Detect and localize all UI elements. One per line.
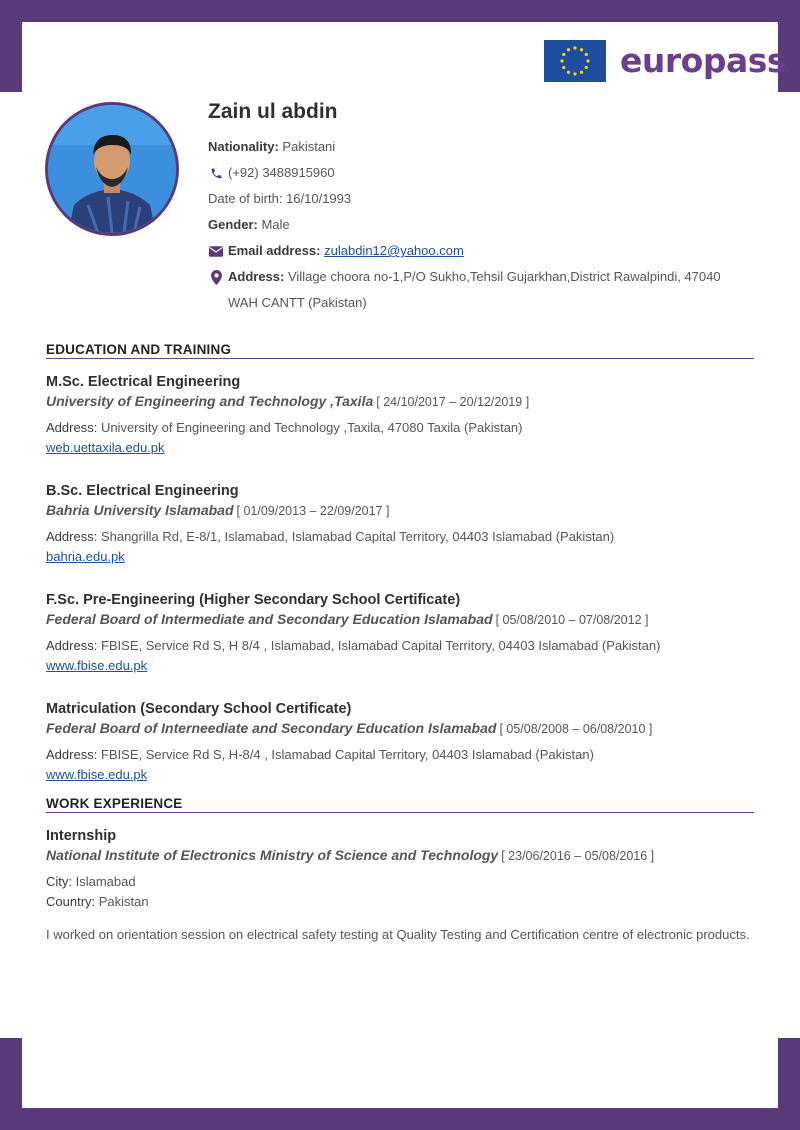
email-row bbox=[208, 238, 768, 264]
dob-value: 16/10/1993 bbox=[286, 191, 352, 206]
job-role: Internship bbox=[46, 828, 117, 844]
phone-value: (+92) 3488915960 bbox=[228, 165, 335, 180]
nationality-value: Pakistani bbox=[282, 139, 336, 154]
employer: National Institute of Electronics Ministry of Science and Technology bbox=[46, 847, 499, 863]
institution-website-link[interactable]: www.fbise.edu.pk bbox=[46, 767, 148, 782]
institution-address: FBISE, Service Rd S, H 8/4 , Islamabad, Islamabad Capital Territory, 04403 Islamabad (Pakistan) bbox=[100, 638, 661, 653]
frame-top-bar bbox=[0, 0, 800, 22]
address-label: Address: bbox=[46, 529, 98, 544]
address-row bbox=[208, 264, 768, 316]
date-range: [ 05/08/2008 – 06/08/2010 ] bbox=[499, 722, 653, 736]
education-section bbox=[46, 342, 754, 785]
personal-info bbox=[208, 100, 768, 316]
city-value: Islamabad bbox=[75, 874, 136, 889]
institution: Federal Board of Interneediate and Secondary Education Islamabad bbox=[46, 720, 497, 736]
degree-title: Matriculation (Secondary School Certificate) bbox=[46, 701, 352, 717]
phone-icon bbox=[208, 160, 224, 186]
institution: Federal Board of Intermediate and Secondary Education Islamabad bbox=[46, 611, 493, 627]
date-range: [ 23/06/2016 – 05/08/2016 ] bbox=[501, 849, 655, 863]
education-entry bbox=[46, 373, 754, 458]
degree-title: M.Sc. Electrical Engineering bbox=[46, 374, 241, 390]
education-title: EDUCATION AND TRAINING bbox=[46, 342, 754, 359]
institution-website-link[interactable]: web.uettaxila.edu.pk bbox=[46, 440, 165, 455]
institution-address: FBISE, Service Rd S, H-8/4 , Islamabad Capital Territory, 04403 Islamabad (Pakistan) bbox=[100, 747, 594, 762]
gender-value: Male bbox=[261, 217, 290, 232]
education-entry bbox=[46, 591, 754, 676]
email-label: Email address: bbox=[228, 243, 321, 258]
frame-bottom-bar bbox=[0, 1108, 800, 1130]
location-icon bbox=[208, 264, 224, 290]
gender-row bbox=[208, 212, 768, 238]
date-range: [ 24/10/2017 – 20/12/2019 ] bbox=[376, 395, 530, 409]
europass-logo bbox=[544, 40, 786, 82]
phone-row bbox=[208, 160, 768, 186]
email-link[interactable]: zulabdin12@yahoo.com bbox=[324, 243, 464, 258]
date-range: [ 05/08/2010 – 07/08/2012 ] bbox=[495, 613, 649, 627]
work-entry bbox=[46, 827, 754, 944]
nationality-row bbox=[208, 134, 768, 160]
address-label: Address: bbox=[46, 747, 98, 762]
institution: University of Engineering and Technology ,Taxila bbox=[46, 393, 374, 409]
gender-label: Gender: bbox=[208, 217, 258, 232]
address-line1: Village choora no-1,P/O Sukho,Tehsil Gujarkhan,District Rawalpindi, 47040 bbox=[287, 269, 721, 284]
eu-flag-icon bbox=[544, 40, 606, 82]
country-value: Pakistan bbox=[98, 894, 149, 909]
institution-website-link[interactable]: bahria.edu.pk bbox=[46, 549, 125, 564]
address-label: Address: bbox=[46, 638, 98, 653]
work-section bbox=[46, 796, 754, 944]
address-label: Address: bbox=[228, 269, 285, 284]
education-entry bbox=[46, 700, 754, 785]
dob-label: Date of birth: bbox=[208, 191, 283, 206]
institution-address: Shangrilla Rd, E-8/1, Islamabad, Islamabad Capital Territory, 04403 Islamabad (Pakistan) bbox=[100, 529, 615, 544]
degree-title: B.Sc. Electrical Engineering bbox=[46, 483, 239, 499]
address-label: Address: bbox=[46, 420, 98, 435]
frame-left-top bbox=[0, 0, 22, 92]
city-label: City: bbox=[46, 874, 72, 889]
person-name: Zain ul abdin bbox=[208, 100, 338, 123]
avatar bbox=[45, 102, 179, 236]
country-label: Country: bbox=[46, 894, 96, 909]
institution-address: University of Engineering and Technology ,Taxila, 47080 Taxila (Pakistan) bbox=[100, 420, 523, 435]
dob-row bbox=[208, 186, 768, 212]
address-line2: WAH CANTT (Pakistan) bbox=[228, 295, 367, 310]
nationality-label: Nationality: bbox=[208, 139, 279, 154]
degree-title: F.Sc. Pre-Engineering (Higher Secondary School Certificate) bbox=[46, 592, 461, 608]
institution-website-link[interactable]: www.fbise.edu.pk bbox=[46, 658, 148, 673]
institution: Bahria University Islamabad bbox=[46, 502, 234, 518]
email-icon bbox=[208, 238, 224, 264]
job-description: I worked on orientation session on electrical safety testing at Quality Testing and Certification centre of electronic products. bbox=[46, 927, 750, 942]
frame-right-bottom bbox=[778, 1038, 800, 1130]
work-title: WORK EXPERIENCE bbox=[46, 796, 754, 813]
education-entry bbox=[46, 482, 754, 567]
logo-text: europass bbox=[620, 41, 786, 80]
frame-left-bottom bbox=[0, 1038, 22, 1130]
date-range: [ 01/09/2013 – 22/09/2017 ] bbox=[236, 504, 390, 518]
